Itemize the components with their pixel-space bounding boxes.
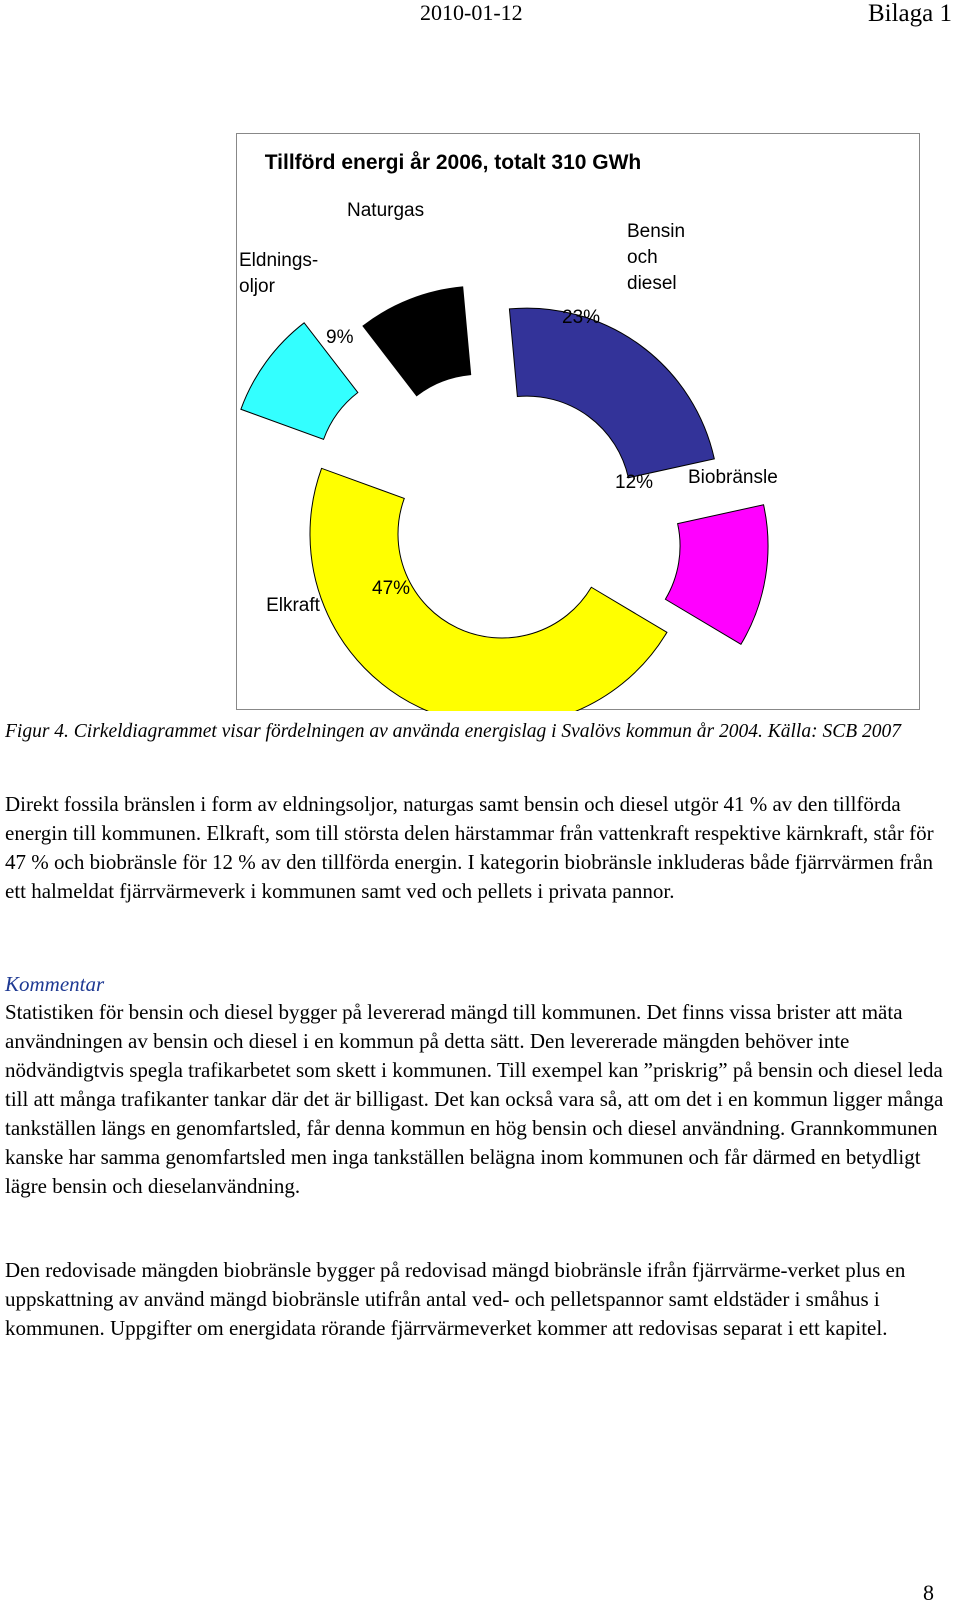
chart-title: Tillförd energi år 2006, totalt 310 GWh	[264, 151, 642, 174]
slice-category-label: Biobränsle	[688, 467, 778, 488]
donut-slice-5	[310, 468, 667, 711]
slice-category-label: Eldnings-oljor	[239, 250, 319, 297]
chart-frame	[236, 133, 920, 710]
slice-percent-label: 47%	[372, 578, 411, 599]
header-attachment: Bilaga 1	[867, 0, 952, 27]
donut-chart	[237, 134, 921, 711]
slice-category-label: Elkraft	[266, 595, 320, 616]
figure-caption: Figur 4. Cirkeldiagrammet visar fördelningen av använda energislag i Svalövs kommun år 2004. Källa: SCB 2007	[5, 721, 902, 742]
slice-percent-label: 9%	[405, 273, 433, 294]
header-date: 2010-01-12	[420, 0, 523, 25]
paragraph-biofuel: Den redovisade mängden biobränsle bygger på redovisad mängd biobränsle ifrån fjärrvärme-verket plus en uppskattning av använd mängd biobränsle utifrån antal ved- och pelletspannor samt eldstäder i småhus i kommunen. Uppgifter om energidata rörande fjärrvärmeverket kommer att redovisas separat i ett kapitel.	[5, 1258, 906, 1340]
slice-percent-label: 12%	[615, 472, 654, 493]
donut-slice-2	[363, 287, 471, 396]
donut-slice-3	[509, 308, 714, 478]
slice-category-label: Bensin och diesel	[627, 221, 686, 294]
slice-percent-label: 9%	[326, 327, 354, 348]
paragraph-comment: Statistiken för bensin och diesel bygger på levererad mängd till kommunen. Det finns vissa brister att mäta användningen av bensin och diesel i en kommun på detta sätt. Den levererade mängden behöver inte nödvändigtvis spegla trafikarbetet som skett i kommunen. Till exempel kan ”priskrig” på bensin och diesel leda till att många trafikanter tankar där det är billigast. Det kan också vara så, att om det i en kommun ligger många tankställen längs en genomfartsled, får denna kommun en hög bensin och diesel användning. Grannkommunen kanske har samma genomfartsled men inga tankställen belägna inom kommunen och får därmed en betydligt lägre bensin och dieselanvändning.	[5, 1000, 944, 1198]
paragraph-fossil-fuels: Direkt fossila bränslen i form av eldningsoljor, naturgas samt bensin och diesel utgör 41 % av den tillförda energin till kommunen. Elkraft, som till största delen härstammar från vattenkraft respektive kärnkraft, står för 47 % och biobränsle för 12 % av den tillförda energin. I kategorin biobränsle inkluderas både fjärrvärmen från ett halmeldat fjärrvärmeverk i kommunen samt ved och pellets i privata pannor.	[5, 792, 934, 903]
page-number: 8	[923, 1580, 934, 1605]
donut-slice-4	[665, 505, 768, 645]
slice-category-label: Naturgas	[347, 200, 425, 221]
kommentar-heading: Kommentar	[5, 972, 105, 996]
slice-percent-label: 23%	[562, 307, 601, 328]
